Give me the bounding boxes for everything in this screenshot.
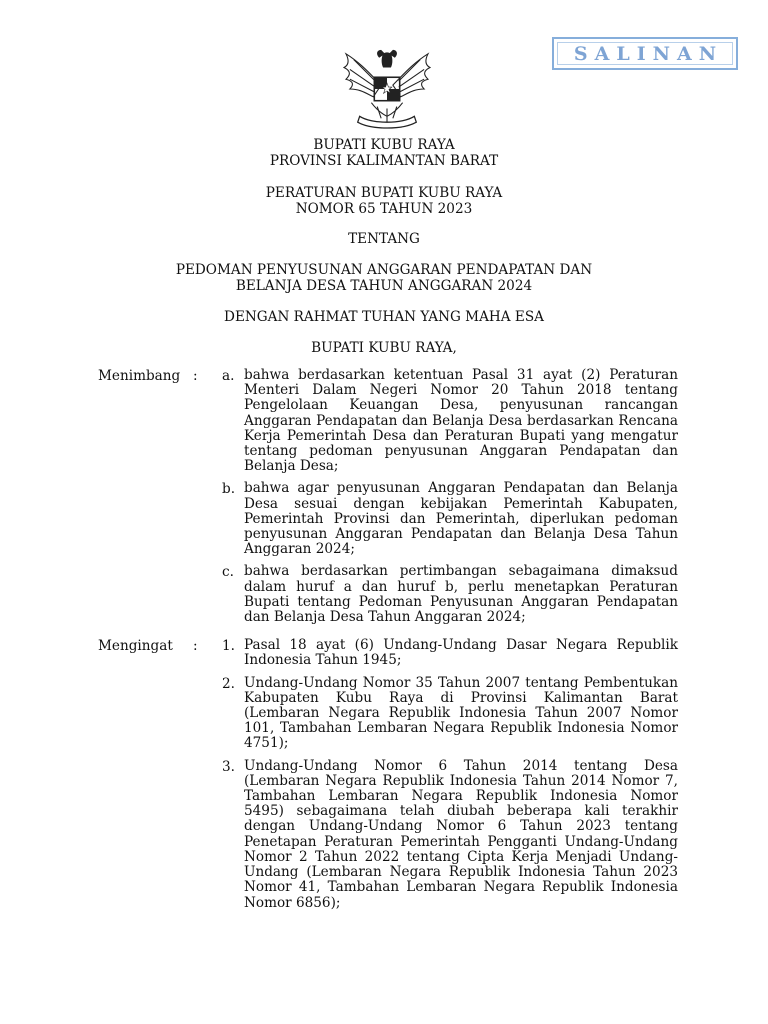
item-text: bahwa agar penyusunan Anggaran Pendapatan dan Belanja Desa sesuai dengan kebijakan Pemerintah Kabupaten, Pemerintah Provinsi dan Pemerintah, diperlukan pedoman penyusunan Anggaran Pendapatan dan Belanja Desa Tahun Anggaran 2024; bbox=[244, 480, 678, 558]
list-item bbox=[0, 638, 768, 668]
list-item bbox=[0, 481, 768, 557]
section-label-menimbang: Menimbang bbox=[98, 368, 181, 384]
menimbang-section bbox=[0, 368, 768, 625]
item-text: Undang-Undang Nomor 6 Tahun 2014 tentang Desa (Lembaran Negara Republik Indonesia Tahun 2014 Nomor 7, Tambahan Lembaran Negara Republik Indonesia Nomor 5495) sebagaimana telah diubah beberapa kali terakhir dengan Undang-Undang Nomor 6 Tahun 2023 tentang Penetapan Peraturan Pemerintah Pengganti Undang-Undang Nomor 2 Tahun 2022 tentang Cipta Kerja Menjadi Undang-Undang (Lembaran Negara Republik Indonesia Tahun 2023 Nomor 41, Tambahan Lembaran Negara Republik Indonesia Nomor 6856); bbox=[244, 757, 678, 911]
item-text: Undang-Undang Nomor 35 Tahun 2007 tentang Pembentukan Kabupaten Kubu Raya di Provinsi Kalimantan Barat (Lembaran Negara Republik Indonesia Tahun 2007 Nomor 101, Tambahan Lembaran Negara Republik Indonesia Nomor 4751); bbox=[244, 674, 678, 752]
garuda-emblem-icon bbox=[338, 46, 436, 130]
office-title: BUPATI KUBU RAYA bbox=[313, 137, 455, 153]
province-title: PROVINSI KALIMANTAN BARAT bbox=[269, 153, 499, 169]
header-office-block bbox=[0, 137, 768, 169]
salinan-stamp bbox=[552, 37, 738, 70]
regulation-body bbox=[0, 368, 768, 918]
item-text: bahwa berdasarkan pertimbangan sebagaimana dimaksud dalam huruf a dan huruf b, perlu menetapkan Peraturan Bupati tentang Pedoman Penyusunan Anggaran Pendapatan dan Belanja Desa Tahun Anggaran 2024; bbox=[244, 563, 678, 626]
item-marker: 2. bbox=[222, 675, 235, 692]
item-marker: 3. bbox=[222, 758, 235, 775]
mengingat-section bbox=[0, 638, 768, 910]
list-item bbox=[0, 368, 768, 474]
list-item bbox=[0, 759, 768, 911]
regulation-title: PERATURAN BUPATI KUBU RAYA bbox=[265, 185, 503, 201]
blessing-line: DENGAN RAHMAT TUHAN YANG MAHA ESA bbox=[224, 309, 544, 325]
item-text: Pasal 18 ayat (6) Undang-Undang Dasar Negara Republik Indonesia Tahun 1945; bbox=[244, 637, 678, 669]
subject-line-2: BELANJA DESA TAHUN ANGGARAN 2024 bbox=[235, 278, 533, 294]
regulation-title-block bbox=[0, 185, 768, 217]
list-item bbox=[0, 564, 768, 625]
section-colon: : bbox=[193, 368, 198, 384]
section-label-mengingat: Mengingat bbox=[98, 638, 173, 655]
about-heading: TENTANG bbox=[348, 231, 420, 247]
item-marker: a. bbox=[222, 368, 235, 384]
item-marker: c. bbox=[222, 564, 234, 581]
subject-block bbox=[0, 262, 768, 294]
stamp-label: SALINAN bbox=[573, 42, 724, 65]
item-marker: 1. bbox=[222, 638, 235, 655]
section-colon: : bbox=[193, 638, 198, 655]
item-marker: b. bbox=[222, 481, 236, 498]
issuer-line: BUPATI KUBU RAYA, bbox=[311, 340, 457, 356]
list-item bbox=[0, 676, 768, 752]
item-text: bahwa berdasarkan ketentuan Pasal 31 ayat (2) Peraturan Menteri Dalam Negeri Nomor 20 Tahun 2018 tentang Pengelolaan Keuangan Desa, penyusunan rancangan Anggaran Pendapatan dan Belanja Desa berdasarkan Rencana Kerja Pemerintah Desa dan Peraturan Bupati yang mengatur tentang pedoman penyusunan Anggaran Pendapatan dan Belanja Desa; bbox=[244, 367, 678, 475]
regulation-number: NOMOR 65 TAHUN 2023 bbox=[295, 201, 473, 217]
subject-line-1: PEDOMAN PENYUSUNAN ANGGARAN PENDAPATAN DAN bbox=[175, 262, 593, 278]
